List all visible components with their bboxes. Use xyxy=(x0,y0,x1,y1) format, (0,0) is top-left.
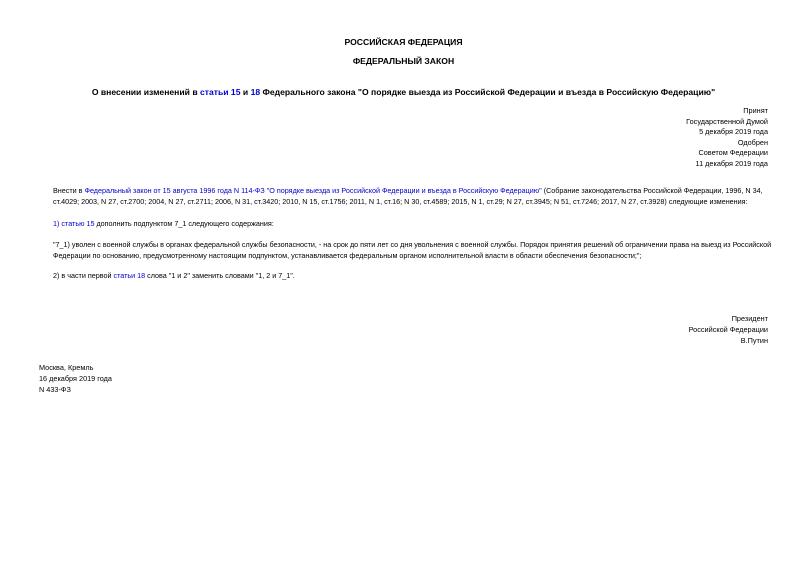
signature-name: В.Путин xyxy=(740,335,768,345)
paragraph-item-2 xyxy=(39,271,782,282)
signature-block xyxy=(689,314,768,346)
item-2-article-18-link[interactable]: статьи 18 xyxy=(113,271,146,280)
adoption-block xyxy=(686,106,768,169)
signature-country: Российской Федерации xyxy=(688,324,768,334)
approved-date: 11 декабря 2019 года xyxy=(695,158,768,168)
title-suffix: Федерального закона "О порядке выезда из Российской Федерации и въезда в Российскую Федерацию" xyxy=(260,87,716,97)
item-2-suffix: слова "1 и 2" заменить словами "1, 2 и 7_1". xyxy=(145,271,295,280)
title-prefix: О внесении изменений в xyxy=(91,87,200,97)
law-number: N 433-ФЗ xyxy=(39,384,71,394)
document-type-heading: ФЕДЕРАЛЬНЫЙ ЗАКОН xyxy=(352,56,455,66)
paragraph-subitem-7-1 xyxy=(39,240,782,262)
document-title xyxy=(0,87,807,97)
intro-prefix: Внести в xyxy=(53,186,85,195)
adopted-date: 5 декабря 2019 года xyxy=(699,127,768,136)
approved-label: Одобрен xyxy=(737,137,768,147)
subitem-7-1-text: "7_1) уволен с военной службы в органах федеральной службы безопасности, - на срок до пяти лет со дня увольнения с военной службы. Порядок принятия решений об ограничении права на выезд из Российской Федерации по основанию, предусмотренному настоящим подпунктом, устанавливается федеральным органом исполнительной власти в области обеспечения безопасности;"; xyxy=(53,240,772,260)
article-18-link[interactable]: 18 xyxy=(250,87,261,97)
place-location: Москва, Кремль xyxy=(39,363,94,372)
intro-suffix: (Собрание законодательства Российской Федерации, 1996, N 34, ст.4029; 2003, N 27, ст.2700; 2004, N 27, ст.2711; 2006, N 31, ст.3420; 2010, N 15, ст.1756; 2011, N 1, ст.16; N 30, ст.4589; 2015, N 1, ст.29; N 27, ст.3945; N 51, ст.7246; 2017, N 27, ст.3928) следующие изменения: xyxy=(53,186,763,206)
signature-title: Президент xyxy=(731,314,768,323)
country-heading: РОССИЙСКАЯ ФЕДЕРАЦИЯ xyxy=(344,37,463,47)
paragraph-item-1 xyxy=(39,219,782,230)
approved-by: Советом Федерации xyxy=(698,148,768,157)
adopted-by: Государственной Думой xyxy=(686,116,768,126)
paragraph-intro xyxy=(39,186,782,208)
federal-law-link[interactable]: Федеральный закон от 15 августа 1996 года N 114-ФЗ "О порядке выезда из Российской Федерации и въезда в Российскую Федерацию" xyxy=(84,186,542,195)
article-15-link[interactable]: статьи 15 xyxy=(200,87,241,97)
item-1-article-15-link[interactable]: 1) статью 15 xyxy=(53,219,95,228)
title-and: и xyxy=(240,87,251,97)
item-2-prefix: 2) в части первой xyxy=(53,271,114,280)
place-date-block xyxy=(39,363,112,395)
item-1-text: дополнить подпунктом 7_1 следующего содержания: xyxy=(94,219,274,228)
adopted-label: Принят xyxy=(743,106,768,115)
place-date: 16 декабря 2019 года xyxy=(39,373,112,383)
